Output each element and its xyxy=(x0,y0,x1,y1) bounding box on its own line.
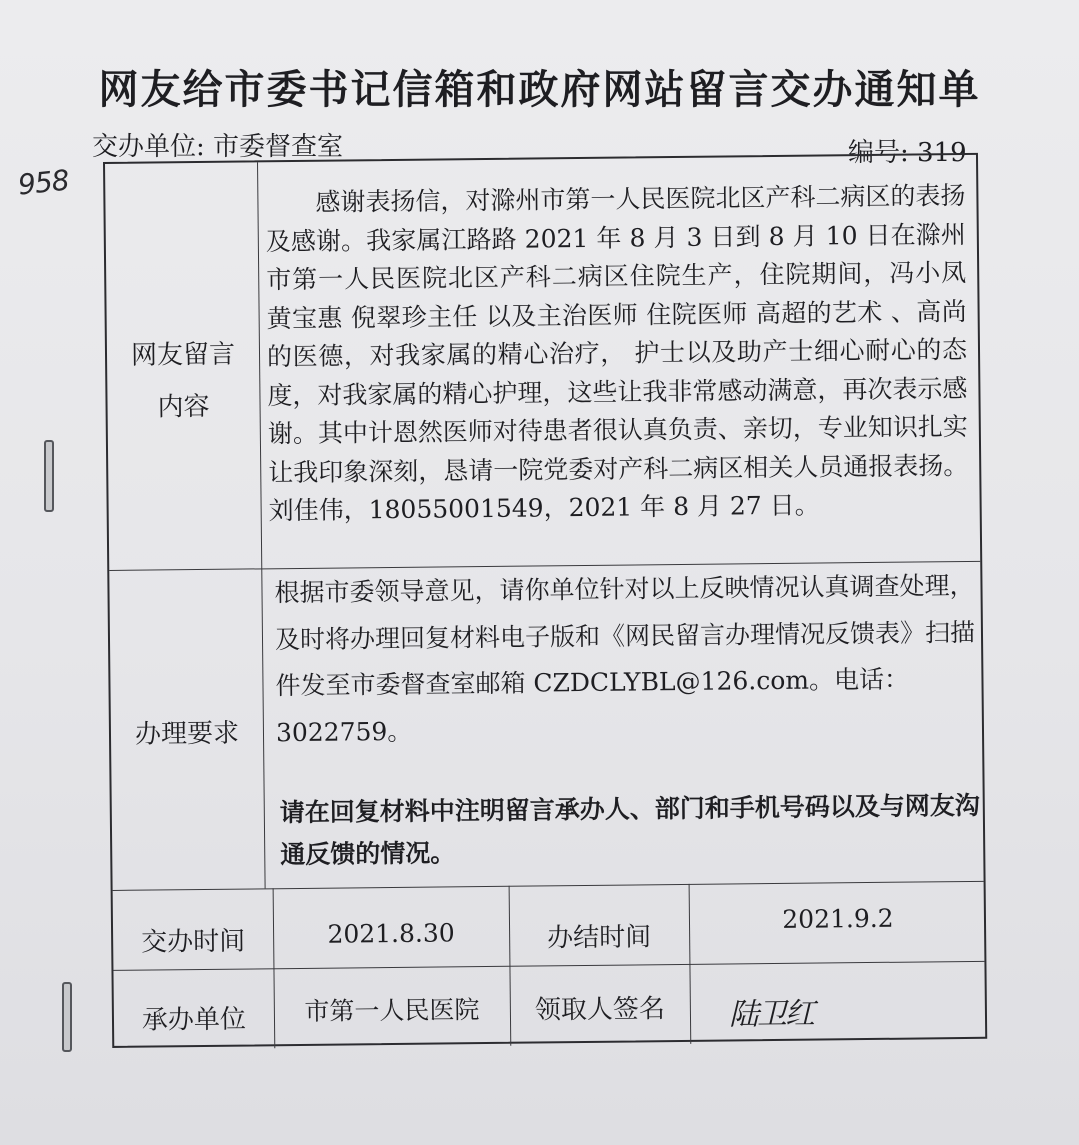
handover-time-label: 交办时间 xyxy=(141,926,246,958)
handling-unit-value: 市第一人民医院 xyxy=(304,995,480,1026)
completion-time-label: 办结时间 xyxy=(546,922,652,954)
issuing-unit: 交办单位: 市委督查室 xyxy=(92,132,344,162)
handover-time-value: 2021.8.30 xyxy=(327,918,455,949)
message-content-label-line1: 网友留言 xyxy=(130,339,236,371)
completion-time-value: 2021.9.2 xyxy=(782,903,894,934)
row-divider xyxy=(113,961,984,971)
requirement-content xyxy=(274,563,976,756)
requirement-text: 根据市委领导意见，请你单位针对以上反映情况认真调查处理，及时将办理回复材料电子版和《网民留言办理情况反馈表》扫描件发至市委督查室邮箱 CZDCLYBL@126.com。电话：3022759。 xyxy=(274,570,976,747)
recipient-signature: 陆卫红 xyxy=(728,996,814,1033)
form-title: 网友给市委书记信箱和政府网站留言交办通知单 xyxy=(98,67,981,113)
handling-unit-label: 承办单位 xyxy=(141,1004,247,1036)
column-divider xyxy=(257,162,266,888)
requirement-label: 办理要求 xyxy=(134,718,240,750)
message-content-label-line2: 内容 xyxy=(157,391,210,423)
staple xyxy=(62,982,72,1052)
recipient-signature-label: 领取人签名 xyxy=(534,994,666,1026)
form-table xyxy=(103,153,987,1048)
requirement-emphasis: 请在回复材料中注明留言承办人、部门和手机号码以及与网友沟通反馈的情况。 xyxy=(279,790,980,870)
message-content-text: 感谢表扬信，对滁州市第一人民医院北区产科二病区的表扬及感谢。我家属江路路 2021 年 8 月 3 日到 8 月 10 日在滁州市第一人民医院北区产科二病区住院生产，住院期间，冯小凤 黄宝惠 倪翠珍主任 以及主治医师 住院医师 高超的艺术 、高尚的医德，对我家属的精心治疗， 护士以及助产士细心耐心的态度，对我家属的精心护理，这些让我非常感动满意，再次表示感谢。其中计恩然医师对待患者很认真负责、亲切，专业知识扎实让我印象深刻，恳请一院党委对产科二病区相关人员通报表扬。刘佳伟，18055001549，2021 年 8 月 27 日。 xyxy=(265,180,969,526)
message-content-label xyxy=(107,328,260,434)
handwritten-margin-note: 958 xyxy=(16,163,71,202)
serial-number: 编号: 319 xyxy=(848,138,967,168)
row-divider xyxy=(113,881,984,891)
staple xyxy=(44,440,54,512)
message-content xyxy=(265,177,969,531)
